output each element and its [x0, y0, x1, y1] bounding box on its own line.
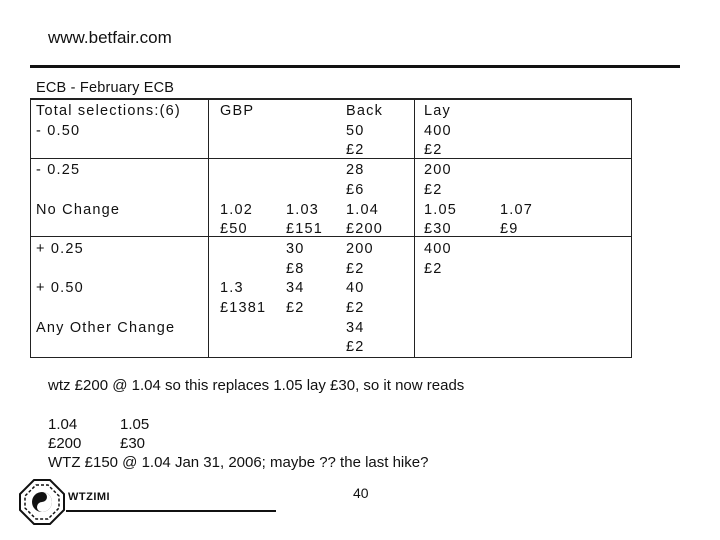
table-cell: £30 — [424, 221, 452, 238]
table-cell: £151 — [286, 221, 324, 238]
table-cell: + 0.25 — [36, 240, 84, 257]
table-cell: 400 — [424, 240, 452, 257]
table-cell: 1.3 — [220, 280, 244, 297]
table-cell: + 0.50 — [36, 280, 84, 297]
header-rule — [30, 65, 680, 68]
note-value: £30 — [120, 435, 146, 452]
table-cell: £50 — [220, 221, 248, 238]
table-cell: 50 — [346, 122, 365, 139]
table-cell: £2 — [424, 142, 443, 159]
table-cell: 200 — [424, 162, 452, 179]
note-value: 1.04 — [48, 416, 78, 433]
footer-rule — [66, 510, 276, 512]
table-cell: 1.03 — [286, 201, 320, 218]
table-cell: 1.04 — [346, 201, 380, 218]
table-cell: - 0.50 — [36, 122, 81, 139]
table-cell: £1381 — [220, 300, 267, 316]
table-cell: £6 — [346, 181, 365, 198]
table-cell: 1.07 — [500, 201, 534, 218]
table-cell: 40 — [346, 280, 365, 297]
table-cell: - 0.25 — [36, 162, 81, 179]
table-cell: £2 — [286, 300, 305, 316]
page-number: 40 — [353, 485, 369, 501]
column-divider — [414, 98, 415, 358]
market-title: ECB - February ECB — [36, 80, 175, 96]
table-cell: 1.02 — [220, 201, 254, 218]
logo-text: WTZIMI — [68, 491, 111, 503]
table-cell: £8 — [286, 260, 305, 277]
table-cell: Lay — [424, 103, 451, 119]
note-value: £200 — [48, 435, 82, 452]
site-url: www.betfair.com — [48, 28, 172, 47]
table-cell: £2 — [424, 260, 443, 277]
table-cell: Back — [346, 103, 384, 119]
table-cell: £2 — [424, 181, 443, 198]
table-cell: 200 — [346, 240, 374, 257]
table-cell: £9 — [500, 221, 519, 238]
note-value: 1.05 — [120, 416, 150, 433]
row-divider — [30, 158, 632, 159]
table-cell: Total selections:(6) — [36, 103, 181, 119]
table-cell: £2 — [346, 339, 365, 356]
compass-logo-icon — [18, 478, 66, 526]
table-cell: 34 — [286, 280, 305, 297]
table-cell: No Change — [36, 201, 121, 218]
table-cell: Any Other Change — [36, 319, 176, 336]
table-cell: £2 — [346, 300, 365, 316]
row-divider — [30, 236, 632, 237]
table-cell: £2 — [346, 142, 365, 159]
table-cell: £2 — [346, 260, 365, 277]
table-cell: 28 — [346, 162, 365, 179]
note-line: wtz £200 @ 1.04 so this replaces 1.05 lay £30, so it now reads — [48, 377, 465, 394]
column-divider — [208, 98, 209, 358]
table-cell: £200 — [346, 221, 384, 238]
table-cell: 400 — [424, 122, 452, 139]
table-cell: GBP — [220, 103, 255, 119]
note-line: WTZ £150 @ 1.04 Jan 31, 2006; maybe ?? the last hike? — [48, 454, 429, 471]
table-cell: 30 — [286, 240, 305, 257]
table-cell: 1.05 — [424, 201, 458, 218]
table-cell: 34 — [346, 319, 365, 336]
